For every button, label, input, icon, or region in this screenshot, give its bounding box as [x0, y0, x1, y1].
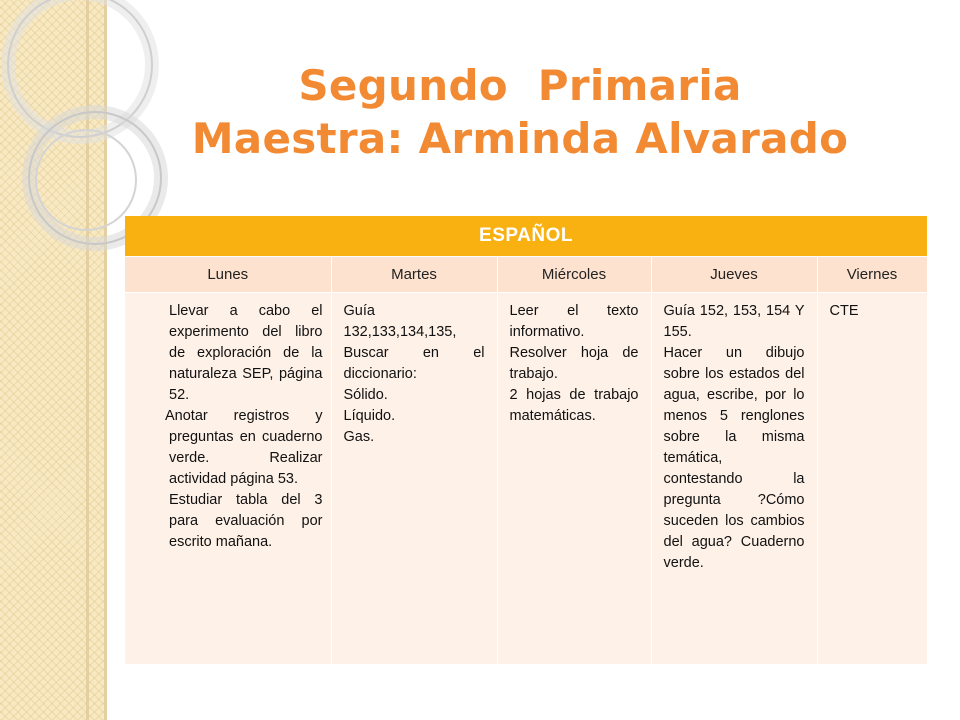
day-header-row: [125, 257, 927, 293]
tasks-miercoles: [497, 293, 651, 665]
subject-header: ESPAÑOL: [125, 216, 927, 257]
day-jueves: Jueves: [651, 257, 817, 293]
task-text: Sólido.: [343, 387, 388, 403]
tasks-row: [125, 293, 927, 665]
task-text: Hacer un dibujo sobre los estados del agua, escribe, por lo menos 5 renglones sobre la misma temática, contestando la pregunta ?Cómo suceden los cambios del agua? Cuaderno verde.: [663, 345, 805, 571]
task-text: 2 hojas de trabajo matemáticas.: [509, 387, 639, 424]
task-text: Líquido.: [343, 408, 396, 424]
tasks-jueves: [651, 293, 817, 665]
day-miercoles: Miércoles: [497, 257, 651, 293]
task-text: Estudiar tabla del 3 para evaluación por escrito mañana.: [169, 492, 323, 550]
task-text: Resolver hoja de trabajo.: [509, 345, 639, 382]
day-lunes: Lunes: [125, 257, 331, 293]
task-text: CTE: [829, 303, 859, 319]
task-text: Leer el texto informativo.: [509, 303, 639, 340]
tasks-lunes: [125, 293, 331, 665]
day-martes: Martes: [331, 257, 497, 293]
title-grade: Segundo Primaria: [298, 61, 742, 110]
weekly-schedule-table: [125, 216, 928, 664]
task-text: Guía 152, 153, 154 Y 155.: [663, 303, 805, 340]
task-text: Buscar en el diccionario:: [343, 345, 485, 382]
title-teacher: Maestra: Arminda Alvarado: [191, 113, 849, 163]
slide-title: [180, 60, 860, 166]
task-text: Guía 132,133,134,135,: [343, 303, 457, 340]
tasks-martes: [331, 293, 497, 665]
day-viernes: Viernes: [817, 257, 927, 293]
task-text: Anotar registros y preguntas en cuaderno verde. Realizar actividad página 53.: [165, 408, 323, 487]
tasks-viernes: [817, 293, 927, 665]
task-text: Llevar a cabo el experimento del libro de exploración de la naturaleza SEP, página 52.: [169, 303, 323, 403]
task-text: Gas.: [343, 429, 375, 445]
